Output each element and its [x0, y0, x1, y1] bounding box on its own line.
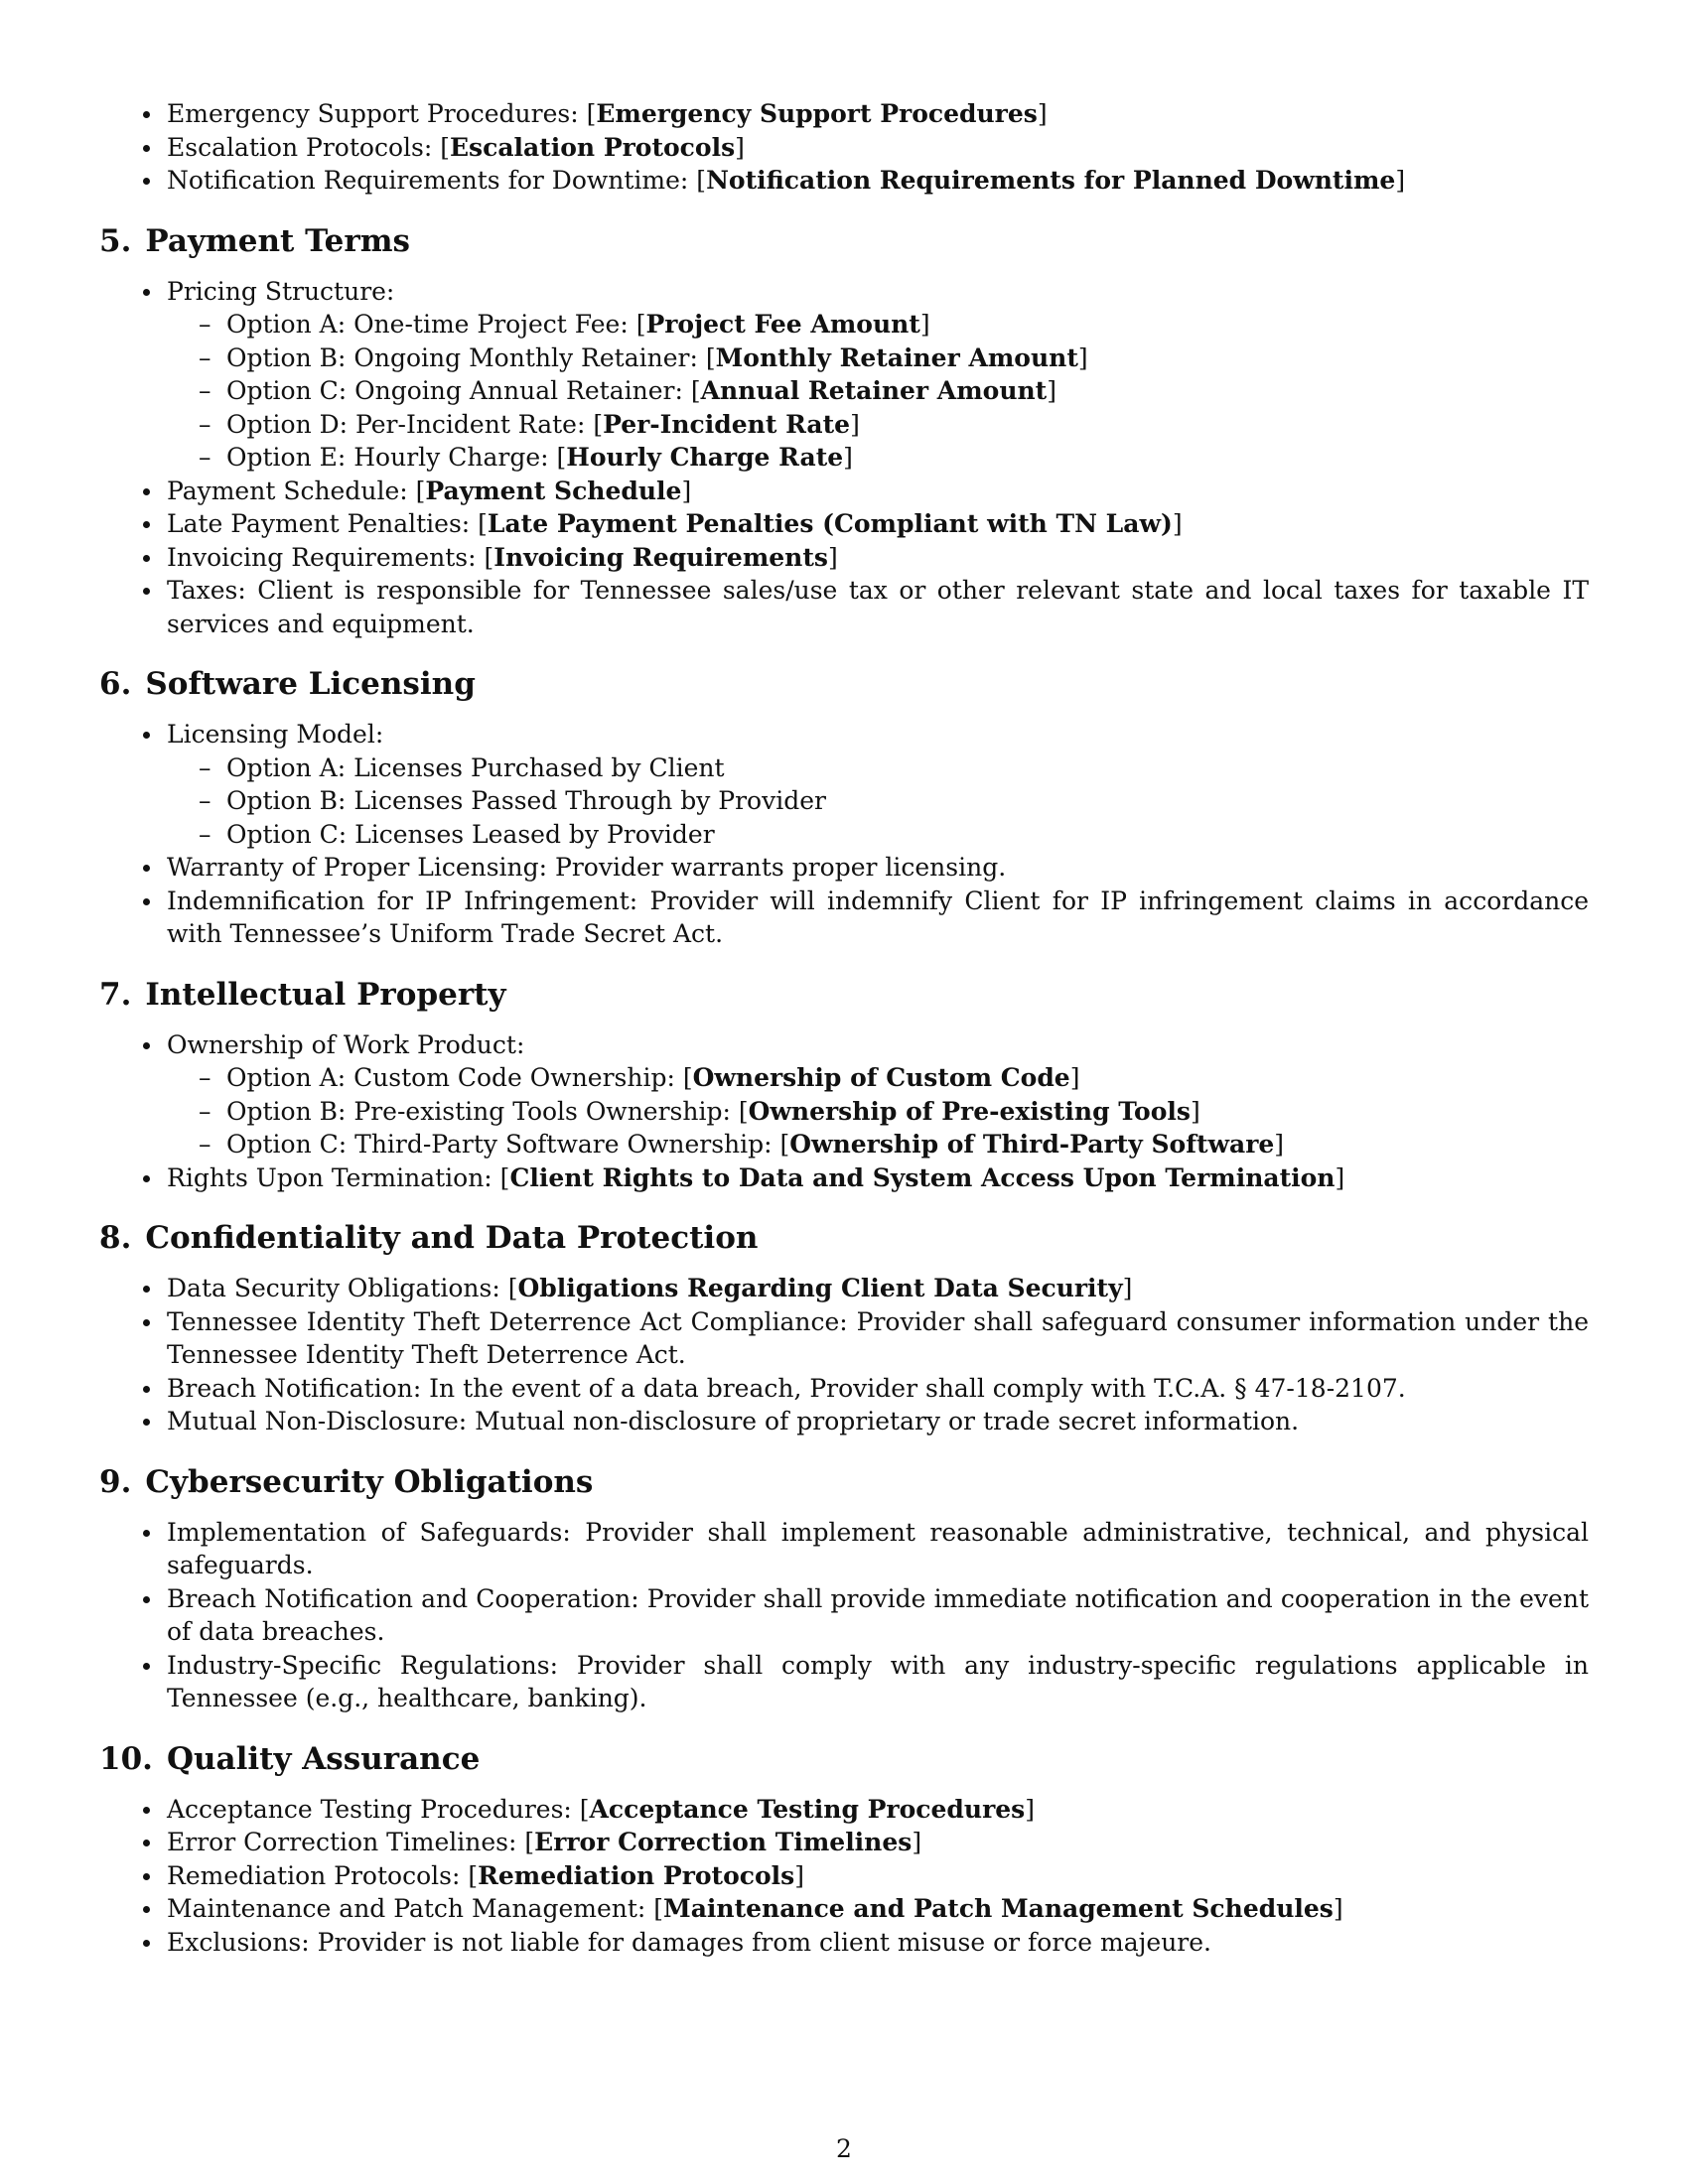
payment-terms-list: [99, 275, 1589, 641]
list-item: Exclusions: Provider is not liable for damages from client misuse or force majeure.: [99, 1926, 1589, 1960]
placeholder: Ownership of Third-Party Software: [789, 1130, 1275, 1159]
placeholder: Annual Retainer Amount: [700, 376, 1048, 405]
list-item: Mutual Non-Disclosure: Mutual non-disclosure of proprietary or trade secret information.: [99, 1405, 1589, 1438]
list-item: Acceptance Testing Procedures: [Acceptance Testing Procedures]: [99, 1793, 1589, 1827]
section-heading-intellectual-property: 7. Intellectual Property: [99, 976, 506, 1013]
list-item: Indemnification for IP Infringement: Provider will indemnify Client for IP infringement claims in accordance with Tennessee’s Uniform Trade Secret Act.: [99, 885, 1589, 951]
list-item: Licensing Model: – Option A: Licenses Purchased by Client – Option B: Licenses Passed Through by Provider – Option C: Licenses Leased by Provider: [99, 718, 1589, 851]
list-item: Industry-Specific Regulations: Provider shall comply with any industry-specific regulations applicable in Tennessee (e.g., healthcare, banking).: [99, 1649, 1589, 1715]
sub-list-item: – Option C: Licenses Leased by Provider: [167, 818, 1589, 852]
page-number: 2: [836, 2134, 852, 2163]
list-item: Tennessee Identity Theft Deterrence Act Compliance: Provider shall safeguard consumer information under the Tennessee Identity Theft Deterrence Act.: [99, 1305, 1589, 1372]
software-licensing-list: [99, 718, 1589, 951]
licensing-options-list: [167, 751, 1589, 852]
sub-list-item: – Option D: Per-Incident Rate: [Per-Incident Rate]: [167, 408, 1589, 442]
confidentiality-list: [99, 1272, 1589, 1438]
list-item: Late Payment Penalties: [Late Payment Penalties (Compliant with TN Law)]: [99, 507, 1589, 541]
list-item: Remediation Protocols: [Remediation Protocols]: [99, 1859, 1589, 1893]
list-item: Implementation of Safeguards: Provider shall implement reasonable administrative, technical, and physical safeguards.: [99, 1516, 1589, 1582]
list-item: Breach Notification and Cooperation: Provider shall provide immediate notification and cooperation in the event of data breaches.: [99, 1582, 1589, 1649]
placeholder: Error Correction Timelines: [534, 1828, 913, 1856]
placeholder: Per-Incident Rate: [603, 409, 851, 439]
placeholder: Project Fee Amount: [645, 310, 920, 339]
list-item: Data Security Obligations: [Obligations Regarding Client Data Security]: [99, 1272, 1589, 1305]
placeholder: Notification Requirements for Planned Downtime: [706, 166, 1396, 195]
list-item: Pricing Structure: – Option A: One-time Project Fee: [Project Fee Amount] – Option B: Ongoing Monthly Retainer: [Monthly Retainer Amount] – Option C: Ongoing Annual Retainer: [Annual Retainer Amount] – Option D: Per-Incident Rate: [Per-Incident Rate] – Option E: Hourly Charge: [Hourly Charge Rate]: [99, 275, 1589, 475]
placeholder: Monthly Retainer Amount: [715, 342, 1078, 372]
sub-list-item: – Option B: Pre-existing Tools Ownership: [Ownership of Pre-existing Tools]: [167, 1095, 1589, 1129]
list-item: Error Correction Timelines: [Error Correction Timelines]: [99, 1826, 1589, 1859]
section-heading-cybersecurity: 9. Cybersecurity Obligations: [99, 1463, 594, 1500]
sub-list-item: – Option B: Ongoing Monthly Retainer: [Monthly Retainer Amount]: [167, 341, 1589, 375]
section-heading-confidentiality: 8. Confidentiality and Data Protection: [99, 1220, 759, 1256]
intro-list: [99, 97, 1589, 198]
section-heading-quality-assurance: 10. Quality Assurance: [99, 1740, 481, 1777]
list-item: Ownership of Work Product: – Option A: Custom Code Ownership: [Ownership of Custom Code] – Option B: Pre-existing Tools Ownership: [Ownership of Pre-existing Tools] – Option C: Third-Party Software Ownership: [Ownership of Third-Party Software]: [99, 1028, 1589, 1161]
placeholder: Ownership of Custom Code: [692, 1063, 1070, 1092]
placeholder: Late Payment Penalties (Compliant with TN Law): [487, 509, 1173, 538]
document-page: [99, 97, 1589, 1982]
placeholder: Emergency Support Procedures: [596, 99, 1038, 128]
sub-list-item: – Option A: Custom Code Ownership: [Ownership of Custom Code]: [167, 1061, 1589, 1095]
list-item: Breach Notification: In the event of a data breach, Provider shall comply with T.C.A. § 47-18-2107.: [99, 1372, 1589, 1406]
list-item: Payment Schedule: [Payment Schedule]: [99, 475, 1589, 508]
sub-list-item: – Option C: Ongoing Annual Retainer: [Annual Retainer Amount]: [167, 374, 1589, 408]
placeholder: Payment Schedule: [425, 476, 682, 505]
intellectual-property-list: [99, 1028, 1589, 1195]
placeholder: Remediation Protocols: [478, 1860, 795, 1890]
list-item: Invoicing Requirements: [Invoicing Requirements]: [99, 541, 1589, 575]
sub-list-item: – Option B: Licenses Passed Through by Provider: [167, 784, 1589, 818]
quality-assurance-list: [99, 1793, 1589, 1960]
sub-list-item: – Option A: Licenses Purchased by Client: [167, 751, 1589, 785]
ownership-options-list: [167, 1061, 1589, 1161]
placeholder: Ownership of Pre-existing Tools: [748, 1096, 1191, 1126]
sub-list-item: – Option C: Third-Party Software Ownership: [Ownership of Third-Party Software]: [167, 1128, 1589, 1161]
list-item: Warranty of Proper Licensing: Provider warrants proper licensing.: [99, 851, 1589, 885]
sub-list-item: – Option A: One-time Project Fee: [Project Fee Amount]: [167, 308, 1589, 341]
placeholder: Client Rights to Data and System Access Upon Termination: [509, 1162, 1336, 1192]
placeholder: Escalation Protocols: [449, 132, 736, 162]
section-heading-payment-terms: 5. Payment Terms: [99, 222, 410, 259]
list-item: Emergency Support Procedures: [Emergency Support Procedures]: [99, 97, 1589, 131]
list-item: Taxes: Client is responsible for Tennessee sales/use tax or other relevant state and local taxes for taxable IT services and equipment.: [99, 574, 1589, 640]
list-item: Maintenance and Patch Management: [Maintenance and Patch Management Schedules]: [99, 1892, 1589, 1926]
placeholder: Acceptance Testing Procedures: [589, 1794, 1026, 1824]
list-item: Escalation Protocols: [Escalation Protocols]: [99, 131, 1589, 165]
pricing-options-list: [167, 308, 1589, 475]
section-heading-software-licensing: 6. Software Licensing: [99, 666, 476, 702]
sub-list-item: – Option E: Hourly Charge: [Hourly Charge Rate]: [167, 441, 1589, 475]
cybersecurity-list: [99, 1516, 1589, 1715]
placeholder: Invoicing Requirements: [493, 542, 828, 572]
list-item: Notification Requirements for Downtime: [Notification Requirements for Planned Downtime]: [99, 164, 1589, 198]
list-item: Rights Upon Termination: [Client Rights to Data and System Access Upon Termination]: [99, 1161, 1589, 1195]
placeholder: Maintenance and Patch Management Schedules: [663, 1894, 1334, 1923]
placeholder: Hourly Charge Rate: [566, 443, 844, 472]
placeholder: Obligations Regarding Client Data Security: [517, 1274, 1123, 1302]
